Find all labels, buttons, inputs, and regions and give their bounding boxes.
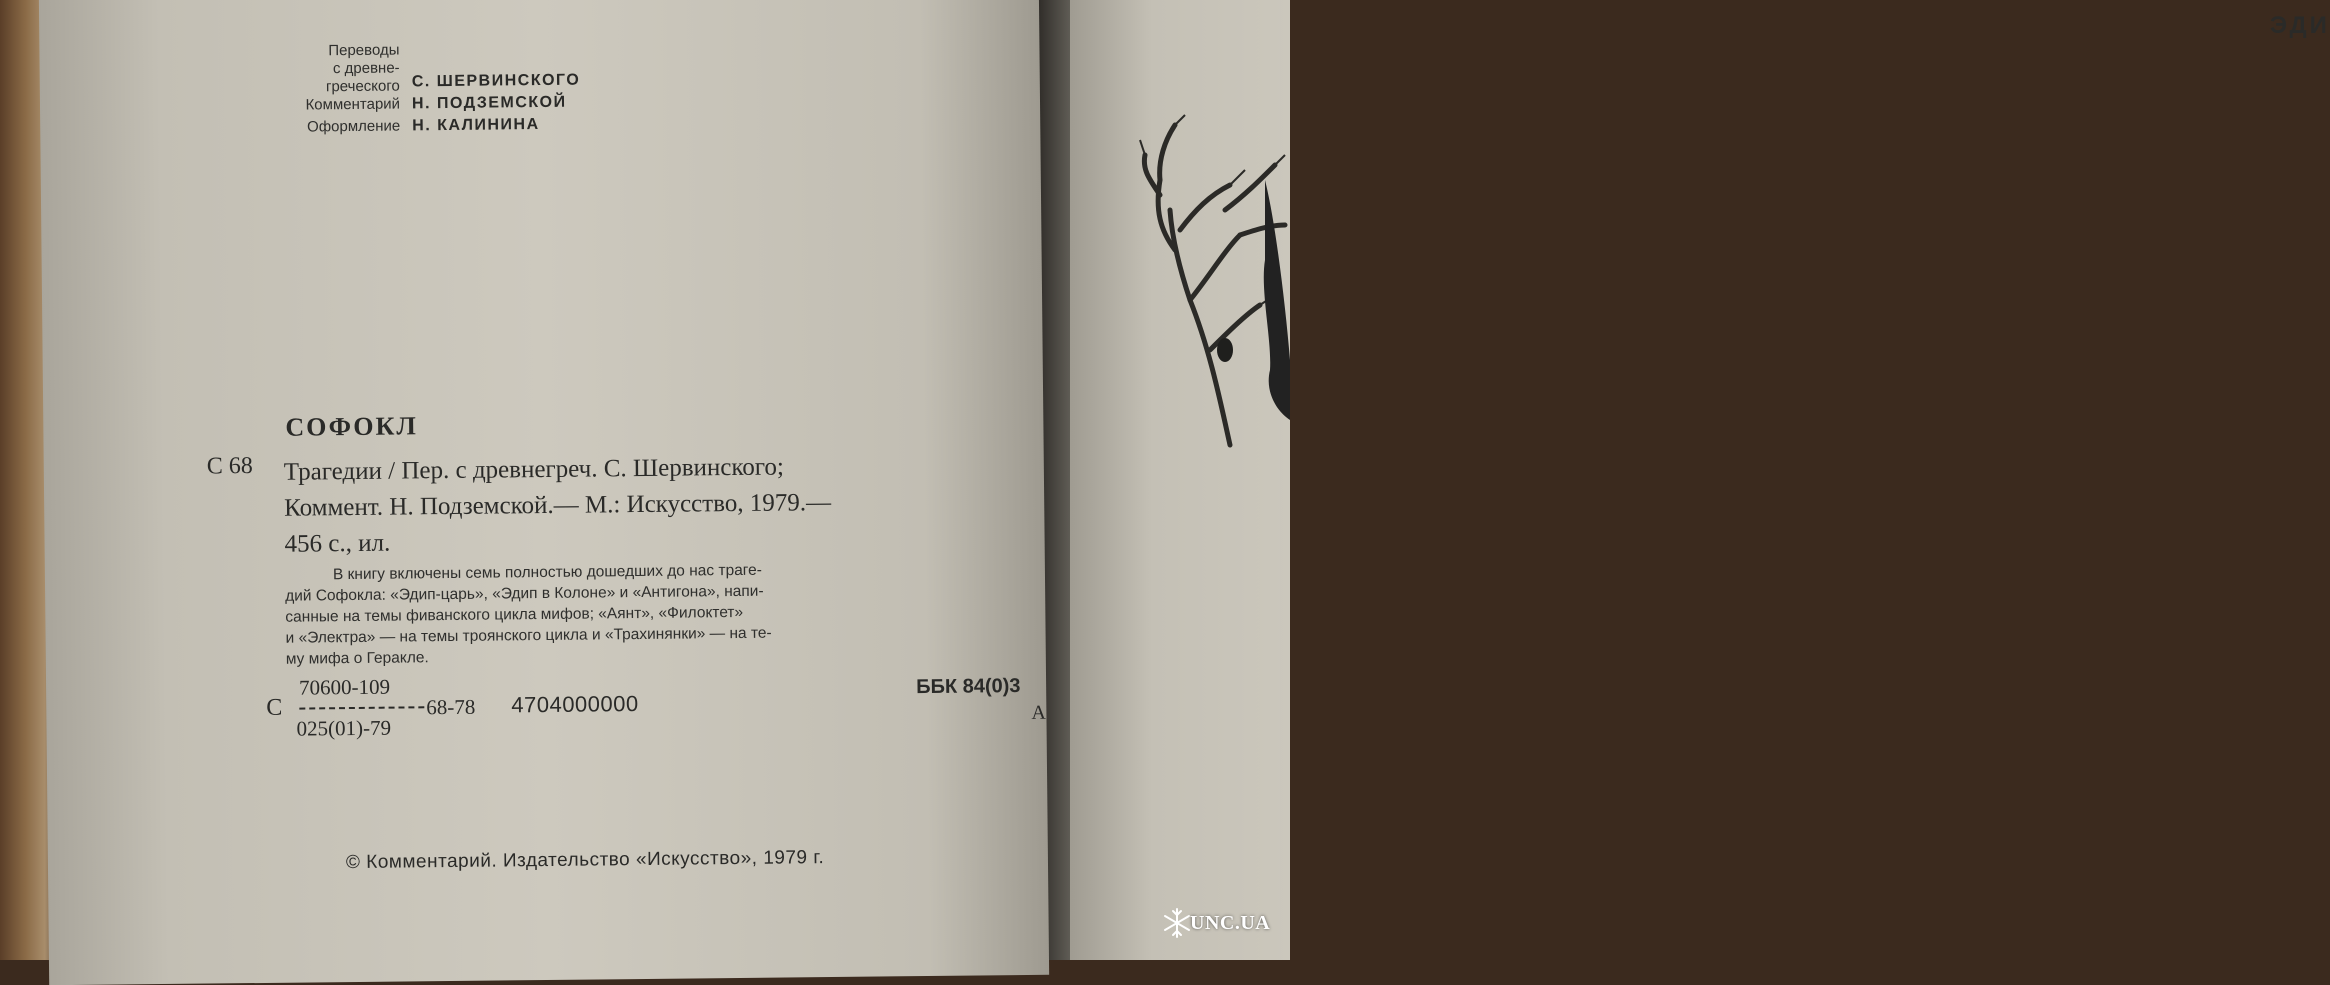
credit-row-translation (249, 27, 670, 97)
bbk-code: ББК 84(0)3 (916, 675, 1021, 699)
tree-illustration (1060, 100, 1290, 500)
isbn-middle: 68-78 (426, 694, 476, 720)
isbn-fraction-line (299, 706, 424, 709)
isbn-letter: С (266, 694, 283, 721)
right-page-title: ЭДИ (2270, 12, 2330, 39)
credit-role-design: Оформление (307, 117, 401, 136)
snowflake-logo-icon (1160, 906, 1194, 940)
citation-line: 456 с., ил. (284, 529, 391, 558)
isbn-number: 4704000000 (511, 691, 639, 718)
isbn-denominator: 025(01)-79 (296, 715, 392, 741)
credit-row-design (250, 115, 670, 141)
catalog-code: С 68 (206, 453, 253, 480)
catalog-annotation (285, 557, 1046, 670)
annotation-line: му мифа о Геракле. (285, 649, 429, 668)
credits-block (249, 27, 670, 141)
watermark-text: UNC.UA (1190, 912, 1271, 934)
annotation-line: санные на темы фиванского цикла мифов; «Аянт», «Филоктет» (285, 603, 744, 626)
credit-role-translation: Переводы с древне- греческого (325, 41, 400, 96)
credit-name-commentary: Н. ПОДЗЕМСКОЙ (411, 93, 567, 113)
credit-role-commentary: Комментарий (305, 95, 401, 114)
imprint-page (39, 0, 1049, 985)
citation-line: Трагедии / Пер. с древнегреч. С. Шервинского; (283, 453, 784, 486)
copyright-line: © Комментарий. Издательство «Искусство», 1979 г. (345, 847, 825, 874)
credit-name-design: Н. КАЛИНИНА (412, 116, 540, 135)
right-page (1060, 0, 2330, 960)
credit-name-translation: С. ШЕРВИНСКОГО (411, 71, 581, 91)
bbk-letter: А (1031, 701, 1046, 724)
watermark (1160, 898, 1278, 948)
annotation-line: дий Софокла: «Эдип-царь», «Эдип в Колоне» и «Антигона», напи- (285, 582, 764, 605)
citation-line: Коммент. Н. Подземской.— М.: Искусство, 1979.— (284, 488, 832, 522)
isbn-numerator: 70600-109 (298, 674, 391, 700)
catalog-citation (284, 447, 1045, 563)
catalog-author: СОФОКЛ (285, 411, 418, 442)
annotation-line: и «Электра» — на темы троянского цикла и «Трахинянки» — на те- (285, 624, 772, 647)
annotation-line: В книгу включены семь полностью дошедших до нас траге- (332, 561, 762, 584)
